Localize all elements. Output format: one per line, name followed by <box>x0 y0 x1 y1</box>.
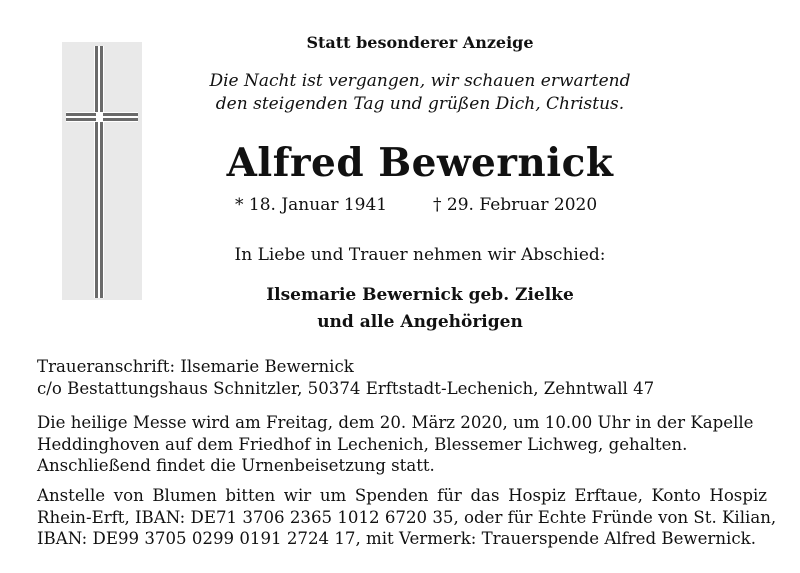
notice-header: Statt besonderer Anzeige <box>306 33 534 52</box>
mass-line: Anschließend findet die Urnenbeisetzung statt. <box>37 456 435 475</box>
mourners-block <box>160 282 680 336</box>
farewell-line: In Liebe und Trauer nehmen wir Abschied: <box>234 245 606 265</box>
donation-line: IBAN: DE99 3705 0299 0191 2724 17, mit Vermerk: Trauerspende Alfred Bewernick. <box>37 529 756 548</box>
motto-line: Die Nacht ist vergangen, wir schauen erwartend <box>209 71 631 91</box>
motto-verse <box>160 70 680 116</box>
address-line: Traueranschrift: Ilsemarie Bewernick <box>37 357 354 376</box>
mass-line: Die heilige Messe wird am Freitag, dem 20. März 2020, um 10.00 Uhr in der Kapelle <box>37 413 754 432</box>
mass-info <box>37 412 767 477</box>
mass-line: Heddinghoven auf dem Friedhof in Lechenich, Blessemer Lichweg, gehalten. <box>37 434 688 454</box>
cross-panel <box>62 42 142 300</box>
address-line: c/o Bestattungshaus Schnitzler, 50374 Erftstadt-Lechenich, Zehntwall 47 <box>37 378 655 398</box>
donation-line: Anstelle von Blumen bitten wir um Spenden für das Hospiz Erftaue, Konto Hospiz <box>37 486 767 505</box>
mourner-name: Ilsemarie Bewernick geb. Zielke <box>266 285 574 305</box>
donation-line: Rhein-Erft, IBAN: DE71 3706 2365 1012 6720 35, oder für Echte Fründe von St. Kilian, <box>37 507 777 527</box>
cross-icon <box>62 42 142 300</box>
motto-line: den steigenden Tag und grüßen Dich, Christus. <box>215 94 625 114</box>
birth-date: * 18. Januar 1941 <box>235 195 388 215</box>
mourner-relatives: und alle Angehörigen <box>317 312 523 332</box>
donation-info <box>37 485 777 550</box>
deceased-name: Alfred Bewernick <box>226 140 614 186</box>
death-date: † 29. Februar 2020 <box>433 195 598 215</box>
mourning-address <box>37 356 767 399</box>
